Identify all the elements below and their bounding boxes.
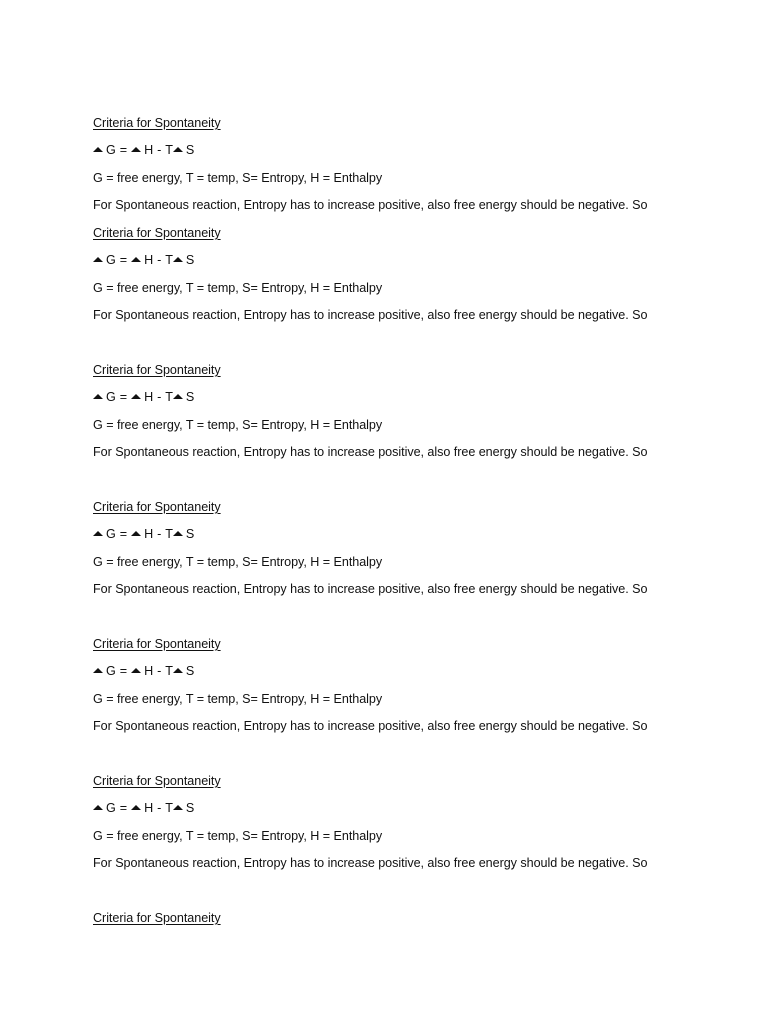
equation-t: T xyxy=(165,664,173,678)
definition-line: G = free energy, T = temp, S= Entropy, H = Enthalpy xyxy=(93,280,383,295)
equation-minus: - xyxy=(157,801,162,815)
equation-h: H xyxy=(144,801,154,815)
statement-line: For Spontaneous reaction, Entropy has to increase positive, also free energy should be negative. So xyxy=(93,445,648,459)
equation-equals: = xyxy=(119,143,128,157)
equation-h: H xyxy=(144,143,154,157)
equation-g: G xyxy=(106,253,116,267)
triangle-up-icon xyxy=(93,805,103,810)
section-heading: Criteria for Spontaneity xyxy=(93,911,221,925)
equation-minus: - xyxy=(157,527,162,541)
content-block xyxy=(93,115,733,213)
equation-t: T xyxy=(165,390,173,404)
equation-equals: = xyxy=(119,390,128,404)
triangle-up-icon xyxy=(173,531,183,536)
gibbs-equation xyxy=(93,142,733,158)
triangle-up-icon xyxy=(93,668,103,673)
equation-s: S xyxy=(185,143,195,157)
triangle-up-icon xyxy=(173,668,183,673)
equation-h: H xyxy=(144,664,154,678)
equation-s: S xyxy=(185,801,195,815)
triangle-up-icon xyxy=(131,668,141,673)
section-heading: Criteria for Spontaneity xyxy=(93,226,221,240)
statement-line: For Spontaneous reaction, Entropy has to increase positive, also free energy should be negative. So xyxy=(93,856,648,870)
equation-s: S xyxy=(185,664,195,678)
triangle-up-icon xyxy=(93,531,103,536)
equation-t: T xyxy=(165,143,173,157)
equation-h: H xyxy=(144,253,154,267)
gibbs-equation xyxy=(93,800,733,816)
definition-line: G = free energy, T = temp, S= Entropy, H = Enthalpy xyxy=(93,554,383,569)
equation-h: H xyxy=(144,527,154,541)
content-block xyxy=(93,773,733,871)
triangle-up-icon xyxy=(173,257,183,262)
equation-s: S xyxy=(185,390,195,404)
equation-minus: - xyxy=(157,253,162,267)
equation-equals: = xyxy=(119,664,128,678)
triangle-up-icon xyxy=(131,531,141,536)
section-heading: Criteria for Spontaneity xyxy=(93,637,221,651)
section-heading: Criteria for Spontaneity xyxy=(93,116,221,130)
equation-minus: - xyxy=(157,390,162,404)
equation-s: S xyxy=(185,527,195,541)
triangle-up-icon xyxy=(131,805,141,810)
definition-line: G = free energy, T = temp, S= Entropy, H = Enthalpy xyxy=(93,170,383,185)
content-block xyxy=(93,636,733,734)
section-heading: Criteria for Spontaneity xyxy=(93,774,221,788)
equation-g: G xyxy=(106,801,116,815)
statement-line: For Spontaneous reaction, Entropy has to increase positive, also free energy should be negative. So xyxy=(93,719,648,733)
gibbs-equation xyxy=(93,526,733,542)
equation-h: H xyxy=(144,390,154,404)
equation-minus: - xyxy=(157,664,162,678)
triangle-up-icon xyxy=(173,805,183,810)
content-block xyxy=(93,499,733,597)
equation-minus: - xyxy=(157,143,162,157)
gibbs-equation xyxy=(93,663,733,679)
statement-line: For Spontaneous reaction, Entropy has to increase positive, also free energy should be negative. So xyxy=(93,582,648,596)
section-heading: Criteria for Spontaneity xyxy=(93,500,221,514)
equation-g: G xyxy=(106,664,116,678)
triangle-up-icon xyxy=(131,394,141,399)
content-block xyxy=(93,362,733,460)
document-content xyxy=(93,115,733,926)
equation-t: T xyxy=(165,801,173,815)
triangle-up-icon xyxy=(131,257,141,262)
definition-line: G = free energy, T = temp, S= Entropy, H = Enthalpy xyxy=(93,691,383,706)
triangle-up-icon xyxy=(93,257,103,262)
triangle-up-icon xyxy=(93,147,103,152)
gibbs-equation xyxy=(93,252,733,268)
triangle-up-icon xyxy=(93,394,103,399)
equation-t: T xyxy=(165,253,173,267)
equation-equals: = xyxy=(119,801,128,815)
triangle-up-icon xyxy=(131,147,141,152)
triangle-up-icon xyxy=(173,394,183,399)
triangle-up-icon xyxy=(173,147,183,152)
gibbs-equation xyxy=(93,389,733,405)
content-block xyxy=(93,225,733,323)
equation-s: S xyxy=(185,253,195,267)
equation-equals: = xyxy=(119,253,128,267)
equation-t: T xyxy=(165,527,173,541)
section-heading: Criteria for Spontaneity xyxy=(93,363,221,377)
equation-g: G xyxy=(106,143,116,157)
equation-g: G xyxy=(106,390,116,404)
equation-g: G xyxy=(106,527,116,541)
statement-line: For Spontaneous reaction, Entropy has to increase positive, also free energy should be negative. So xyxy=(93,308,648,322)
statement-line: For Spontaneous reaction, Entropy has to increase positive, also free energy should be negative. So xyxy=(93,198,648,212)
definition-line: G = free energy, T = temp, S= Entropy, H = Enthalpy xyxy=(93,417,383,432)
equation-equals: = xyxy=(119,527,128,541)
definition-line: G = free energy, T = temp, S= Entropy, H = Enthalpy xyxy=(93,828,383,843)
